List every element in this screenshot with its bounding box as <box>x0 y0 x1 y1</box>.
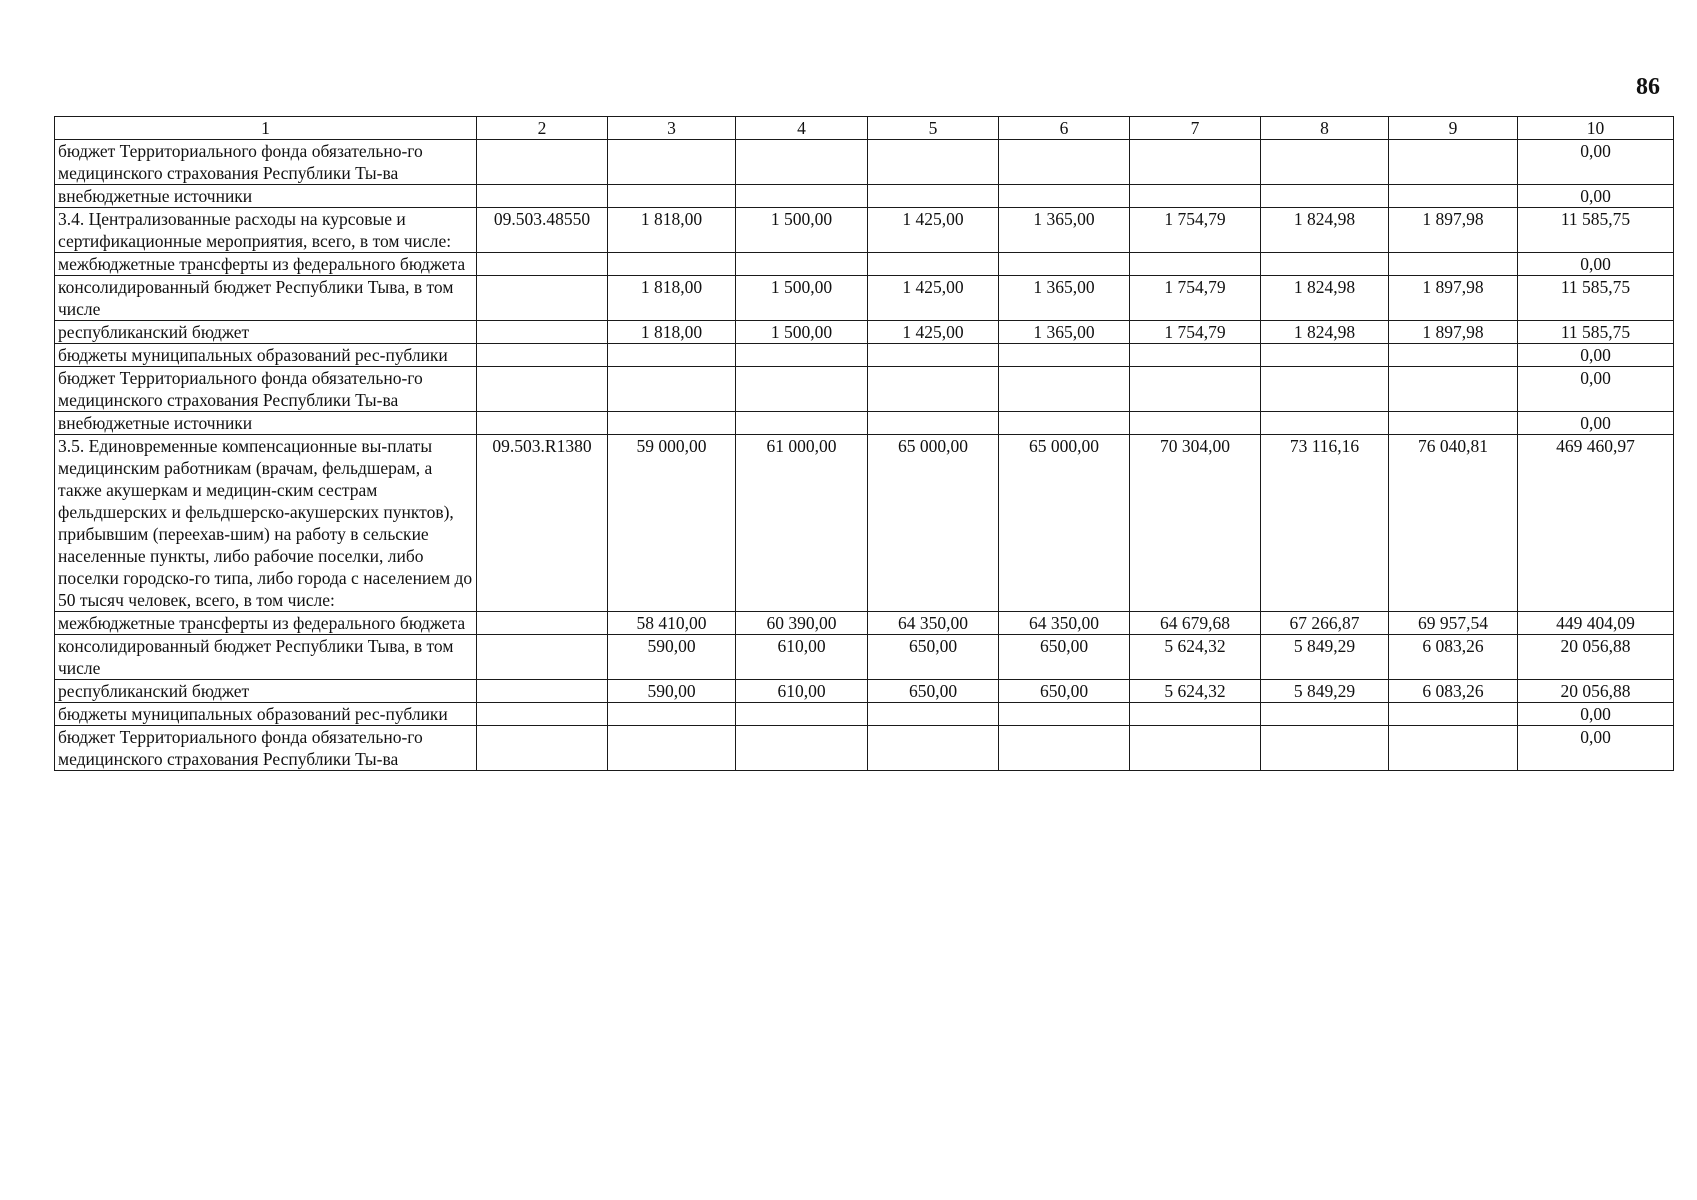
row-name-cell: межбюджетные трансферты из федерального бюджета <box>55 253 477 276</box>
value-cell <box>868 140 999 185</box>
value-cell <box>608 703 736 726</box>
value-cell: 469 460,97 <box>1518 435 1674 612</box>
value-cell: 1 818,00 <box>608 208 736 253</box>
value-cell: 1 897,98 <box>1389 321 1518 344</box>
row-name-cell: республиканский бюджет <box>55 680 477 703</box>
value-cell <box>1130 253 1261 276</box>
value-cell: 610,00 <box>736 680 868 703</box>
value-cell: 69 957,54 <box>1389 612 1518 635</box>
value-cell: 76 040,81 <box>1389 435 1518 612</box>
row-code-cell <box>477 367 608 412</box>
value-cell <box>608 367 736 412</box>
value-cell <box>608 140 736 185</box>
value-cell: 1 425,00 <box>868 321 999 344</box>
column-header: 4 <box>736 117 868 140</box>
value-cell: 0,00 <box>1518 344 1674 367</box>
table-row <box>55 412 1674 435</box>
value-cell <box>1130 344 1261 367</box>
value-cell: 11 585,75 <box>1518 276 1674 321</box>
value-cell: 1 824,98 <box>1261 321 1389 344</box>
table-row <box>55 321 1674 344</box>
value-cell <box>1261 412 1389 435</box>
value-cell: 1 500,00 <box>736 276 868 321</box>
row-name-cell: бюджеты муниципальных образований рес-публики <box>55 703 477 726</box>
value-cell <box>1130 185 1261 208</box>
value-cell <box>1261 703 1389 726</box>
value-cell <box>868 253 999 276</box>
column-header: 8 <box>1261 117 1389 140</box>
value-cell: 650,00 <box>999 680 1130 703</box>
value-cell <box>868 367 999 412</box>
row-code-cell <box>477 680 608 703</box>
value-cell: 5 624,32 <box>1130 680 1261 703</box>
value-cell <box>1130 726 1261 771</box>
value-cell <box>608 344 736 367</box>
value-cell: 1 754,79 <box>1130 276 1261 321</box>
value-cell: 0,00 <box>1518 412 1674 435</box>
value-cell <box>736 412 868 435</box>
table-row <box>55 612 1674 635</box>
value-cell: 65 000,00 <box>999 435 1130 612</box>
value-cell: 1 500,00 <box>736 208 868 253</box>
value-cell <box>608 185 736 208</box>
column-header: 6 <box>999 117 1130 140</box>
value-cell: 0,00 <box>1518 726 1674 771</box>
row-name-cell: консолидированный бюджет Республики Тыва, в том числе <box>55 276 477 321</box>
row-code-cell <box>477 253 608 276</box>
value-cell <box>1389 726 1518 771</box>
value-cell: 650,00 <box>868 635 999 680</box>
value-cell: 6 083,26 <box>1389 680 1518 703</box>
value-cell: 64 350,00 <box>999 612 1130 635</box>
column-header: 10 <box>1518 117 1674 140</box>
value-cell: 1 425,00 <box>868 208 999 253</box>
value-cell <box>1130 412 1261 435</box>
value-cell: 6 083,26 <box>1389 635 1518 680</box>
table-row <box>55 635 1674 680</box>
table-row <box>55 344 1674 367</box>
value-cell <box>1261 253 1389 276</box>
row-code-cell <box>477 185 608 208</box>
row-code-cell <box>477 412 608 435</box>
row-name-cell: консолидированный бюджет Республики Тыва, в том числе <box>55 635 477 680</box>
value-cell <box>1389 185 1518 208</box>
row-name-cell: бюджет Территориального фонда обязательно-го медицинского страхования Республики Ты-ва <box>55 140 477 185</box>
value-cell <box>999 253 1130 276</box>
value-cell: 1 500,00 <box>736 321 868 344</box>
column-header: 5 <box>868 117 999 140</box>
row-name-cell: внебюджетные источники <box>55 412 477 435</box>
row-name-cell: 3.4. Централизованные расходы на курсовые и сертификационные мероприятия, всего, в том числе: <box>55 208 477 253</box>
value-cell: 59 000,00 <box>608 435 736 612</box>
value-cell: 1 824,98 <box>1261 276 1389 321</box>
table-row <box>55 435 1674 612</box>
value-cell <box>1130 367 1261 412</box>
value-cell: 650,00 <box>868 680 999 703</box>
value-cell: 67 266,87 <box>1261 612 1389 635</box>
table-row <box>55 680 1674 703</box>
value-cell <box>736 726 868 771</box>
row-code-cell: 09.503.R1380 <box>477 435 608 612</box>
value-cell <box>868 185 999 208</box>
table-row <box>55 726 1674 771</box>
table-row <box>55 367 1674 412</box>
column-header: 7 <box>1130 117 1261 140</box>
value-cell <box>1261 367 1389 412</box>
value-cell: 1 365,00 <box>999 276 1130 321</box>
value-cell <box>868 412 999 435</box>
value-cell <box>1389 412 1518 435</box>
row-code-cell <box>477 321 608 344</box>
value-cell: 1 818,00 <box>608 321 736 344</box>
row-name-cell: республиканский бюджет <box>55 321 477 344</box>
value-cell <box>736 140 868 185</box>
row-name-cell: межбюджетные трансферты из федерального бюджета <box>55 612 477 635</box>
table-row <box>55 276 1674 321</box>
value-cell: 1 754,79 <box>1130 208 1261 253</box>
value-cell: 1 365,00 <box>999 321 1130 344</box>
value-cell <box>999 412 1130 435</box>
value-cell <box>1261 140 1389 185</box>
row-code-cell <box>477 140 608 185</box>
value-cell: 0,00 <box>1518 253 1674 276</box>
value-cell: 73 116,16 <box>1261 435 1389 612</box>
value-cell: 1 754,79 <box>1130 321 1261 344</box>
value-cell: 11 585,75 <box>1518 208 1674 253</box>
row-name-cell: бюджет Территориального фонда обязательно-го медицинского страхования Республики Ты-ва <box>55 726 477 771</box>
row-name-cell: бюджеты муниципальных образований рес-публики <box>55 344 477 367</box>
value-cell: 0,00 <box>1518 367 1674 412</box>
value-cell: 590,00 <box>608 635 736 680</box>
table-row <box>55 140 1674 185</box>
value-cell <box>1261 726 1389 771</box>
row-code-cell <box>477 726 608 771</box>
column-header: 3 <box>608 117 736 140</box>
value-cell: 65 000,00 <box>868 435 999 612</box>
table-row <box>55 208 1674 253</box>
value-cell: 1 897,98 <box>1389 208 1518 253</box>
value-cell <box>736 367 868 412</box>
value-cell: 1 425,00 <box>868 276 999 321</box>
value-cell <box>999 726 1130 771</box>
value-cell: 61 000,00 <box>736 435 868 612</box>
value-cell <box>999 185 1130 208</box>
value-cell: 64 350,00 <box>868 612 999 635</box>
value-cell <box>868 703 999 726</box>
value-cell <box>736 185 868 208</box>
value-cell <box>608 253 736 276</box>
value-cell <box>608 412 736 435</box>
value-cell: 590,00 <box>608 680 736 703</box>
table-row <box>55 253 1674 276</box>
value-cell: 0,00 <box>1518 140 1674 185</box>
value-cell <box>999 367 1130 412</box>
table-row <box>55 185 1674 208</box>
row-code-cell <box>477 344 608 367</box>
value-cell: 5 849,29 <box>1261 680 1389 703</box>
row-code-cell: 09.503.48550 <box>477 208 608 253</box>
value-cell: 60 390,00 <box>736 612 868 635</box>
value-cell: 650,00 <box>999 635 1130 680</box>
column-header: 1 <box>55 117 477 140</box>
value-cell <box>999 140 1130 185</box>
value-cell <box>1261 185 1389 208</box>
row-name-cell: бюджет Территориального фонда обязательно-го медицинского страхования Республики Ты-ва <box>55 367 477 412</box>
budget-table <box>54 116 1674 771</box>
value-cell <box>1130 140 1261 185</box>
row-code-cell <box>477 703 608 726</box>
value-cell <box>999 344 1130 367</box>
value-cell <box>1261 344 1389 367</box>
table-body <box>55 140 1674 771</box>
value-cell: 5 624,32 <box>1130 635 1261 680</box>
row-code-cell <box>477 635 608 680</box>
value-cell: 0,00 <box>1518 185 1674 208</box>
value-cell: 1 365,00 <box>999 208 1130 253</box>
value-cell: 1 818,00 <box>608 276 736 321</box>
value-cell <box>1389 367 1518 412</box>
value-cell <box>736 253 868 276</box>
value-cell: 1 824,98 <box>1261 208 1389 253</box>
value-cell: 20 056,88 <box>1518 680 1674 703</box>
column-header: 2 <box>477 117 608 140</box>
value-cell: 11 585,75 <box>1518 321 1674 344</box>
value-cell <box>736 344 868 367</box>
value-cell: 449 404,09 <box>1518 612 1674 635</box>
value-cell <box>868 726 999 771</box>
value-cell <box>608 726 736 771</box>
value-cell: 610,00 <box>736 635 868 680</box>
column-number-row <box>55 117 1674 140</box>
value-cell <box>1389 253 1518 276</box>
value-cell <box>1130 703 1261 726</box>
value-cell: 1 897,98 <box>1389 276 1518 321</box>
value-cell: 64 679,68 <box>1130 612 1261 635</box>
value-cell: 70 304,00 <box>1130 435 1261 612</box>
value-cell <box>1389 140 1518 185</box>
value-cell: 58 410,00 <box>608 612 736 635</box>
value-cell <box>1389 703 1518 726</box>
value-cell <box>1389 344 1518 367</box>
value-cell <box>999 703 1130 726</box>
value-cell: 5 849,29 <box>1261 635 1389 680</box>
table-row <box>55 703 1674 726</box>
value-cell <box>868 344 999 367</box>
row-code-cell <box>477 612 608 635</box>
value-cell: 20 056,88 <box>1518 635 1674 680</box>
column-header: 9 <box>1389 117 1518 140</box>
page-number: 86 <box>1636 74 1660 100</box>
row-name-cell: внебюджетные источники <box>55 185 477 208</box>
row-name-cell: 3.5. Единовременные компенсационные вы-платы медицинским работникам (врачам, фельдшерам, а также акушеркам и медицин-ским сестрам фельдшерских и фельдшерско-акушерских пунктов), прибывшим (переехав-шим) на работу в сельские населенные пункты, либо рабочие поселки, либо поселки городско-го типа, либо города с населением до 50 тысяч человек, всего, в том числе: <box>55 435 477 612</box>
row-code-cell <box>477 276 608 321</box>
value-cell <box>736 703 868 726</box>
value-cell: 0,00 <box>1518 703 1674 726</box>
